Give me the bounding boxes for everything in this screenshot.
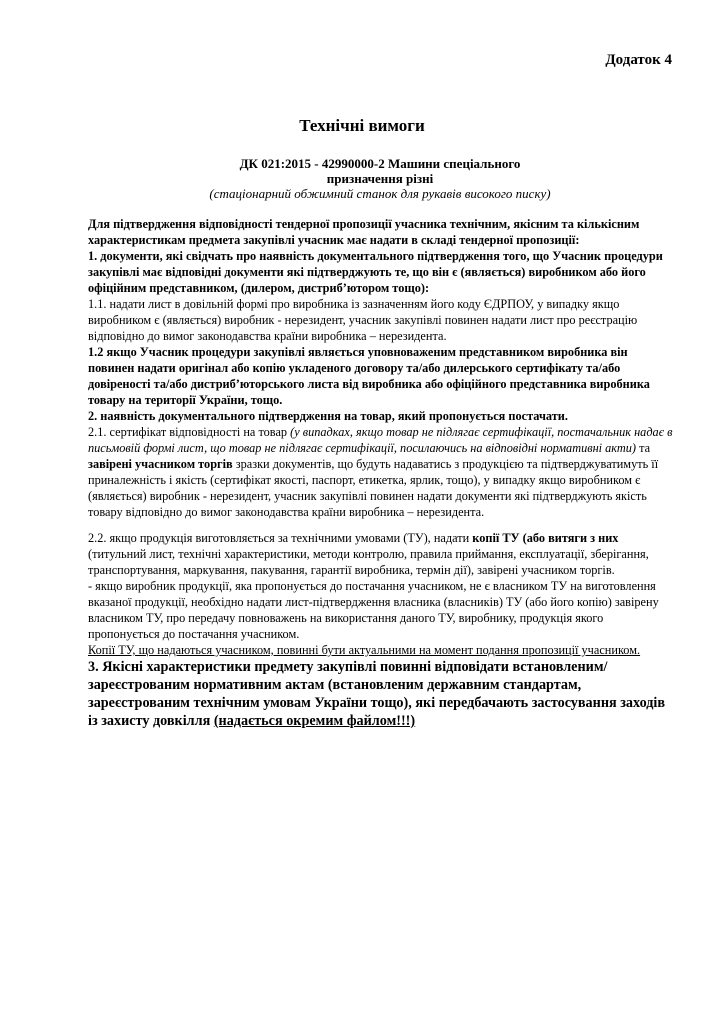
requirement-item-2-2-note: - якщо виробник продукції, яка пропонується до постачання учасником, не є власником ТУ на виготовлення вказаної продукції, необхідно надати лист-підтвердження власника (власників) ТУ (або його копію) завірену власником ТУ, про передачу повноважень на використання даного ТУ, виробнику, продукція якого пропонується до постачання учасником. (88, 579, 659, 641)
equipment-subtitle: (стаціонарний обжимний станок для рукавів високого писку) (209, 186, 551, 201)
requirement-item-2-1 (88, 424, 674, 520)
classification-block (90, 156, 670, 201)
requirements-body (88, 216, 674, 730)
paragraph-gap (88, 520, 674, 530)
requirement-item-2-2-underlined: Копії ТУ, що надаються учасником, повинні бути актуальними на момент подання пропозиції учасником. (88, 643, 641, 657)
requirement-item-1: 1. документи, які свідчать про наявність документального підтвердження того, що Учасник процедури закупівлі має відповідні документи які підтверджують те, що він є (являється) виробником або його офіційним представником, (дилером, дистриб’ютором тощо): (88, 249, 663, 295)
item-2-1-italic-note: (у випадках, якщо товар не підлягає сертифікації, постачальник надає в письмовій формі лист, що товар не підлягає сертифікації, посилаючись на відповідні нормативні акти) (88, 425, 673, 455)
item-3-underlined-note: (надається окремим файлом!!!) (213, 713, 416, 729)
item-2-2-text-b: (титульний лист, технічні характеристики, методи контролю, правила приймання, експлуатації, зберігання, транспортування, маркування, пакування, гарантії виробника, термін дії), завірені учасником торгів. (88, 547, 649, 577)
page-title: Технічні вимоги (299, 116, 425, 135)
item-2-1-text-a: 2.1. сертифікат відповідності на товар (88, 425, 291, 439)
item-2-1-bold-text: завірені учасником торгів (88, 457, 233, 471)
appendix-label: Додаток 4 (605, 52, 672, 68)
item-3-text: 3. Якісні характеристики предмету закупівлі повинні відповідати встановленим/зареєстрованим нормативним актам (встановленим державним стандартам, зареєстрованим технічним умовам України тощо), які передбачають застосування заходів із захисту довкілля (88, 659, 666, 729)
intro-paragraph: Для підтвердження відповідності тендерної пропозиції учасника технічним, якісним та кількісним характеристикам предмета закупівлі учасник має надати в складі тендерної пропозиції: (88, 217, 640, 247)
requirement-item-2-2 (88, 530, 674, 578)
requirement-item-2: 2. наявність документального підтвердження на товар, який пропонується постачати. (88, 409, 568, 423)
requirement-item-1-2: 1.2 якщо Учасник процедури закупівлі являється уповноваженим представником виробника він повинен надати оригінал або копію укладеного договору та/або дилерського сертифікату та/або довіреності та/або дистриб’юторського листа від виробника або офіційного представника виробника товару на території України, тощо. (88, 345, 650, 407)
requirement-item-3 (88, 658, 674, 730)
item-2-2-text-a: 2.2. якщо продукція виготовляється за технічними умовами (ТУ), надати (88, 531, 473, 545)
requirement-item-1-1: 1.1. надати лист в довільній формі про виробника із зазначенням його коду ЄДРПОУ, у випадку якщо виробником є (являється) виробник - нерезидент, учасник закупівлі повинен надати лист про реєстрацію відповідно до вимог законодавства країни виробника – нерезидента. (88, 297, 638, 343)
classification-code-line1: ДК 021:2015 - 42990000-2 Машини спеціального (239, 156, 521, 171)
item-2-1-text-c: зразки документів, що будуть надаватись з продукцією та підтверджуватимуть її приналежність і якість (сертифікат якості, паспорт, етикетка, ярлик, тощо), у випадку якщо виробником є (являється) виробник - нерезидент, учасник закупівлі повинен надати документи які підтверджують якість товару відповідно до вимог законодавства країни виробника – нерезидента. (88, 457, 659, 519)
classification-code-line2: призначення різні (326, 171, 434, 186)
item-2-2-bold-text: копії ТУ (або витяги з них (472, 531, 619, 545)
item-2-1-text-b: та (636, 441, 651, 455)
